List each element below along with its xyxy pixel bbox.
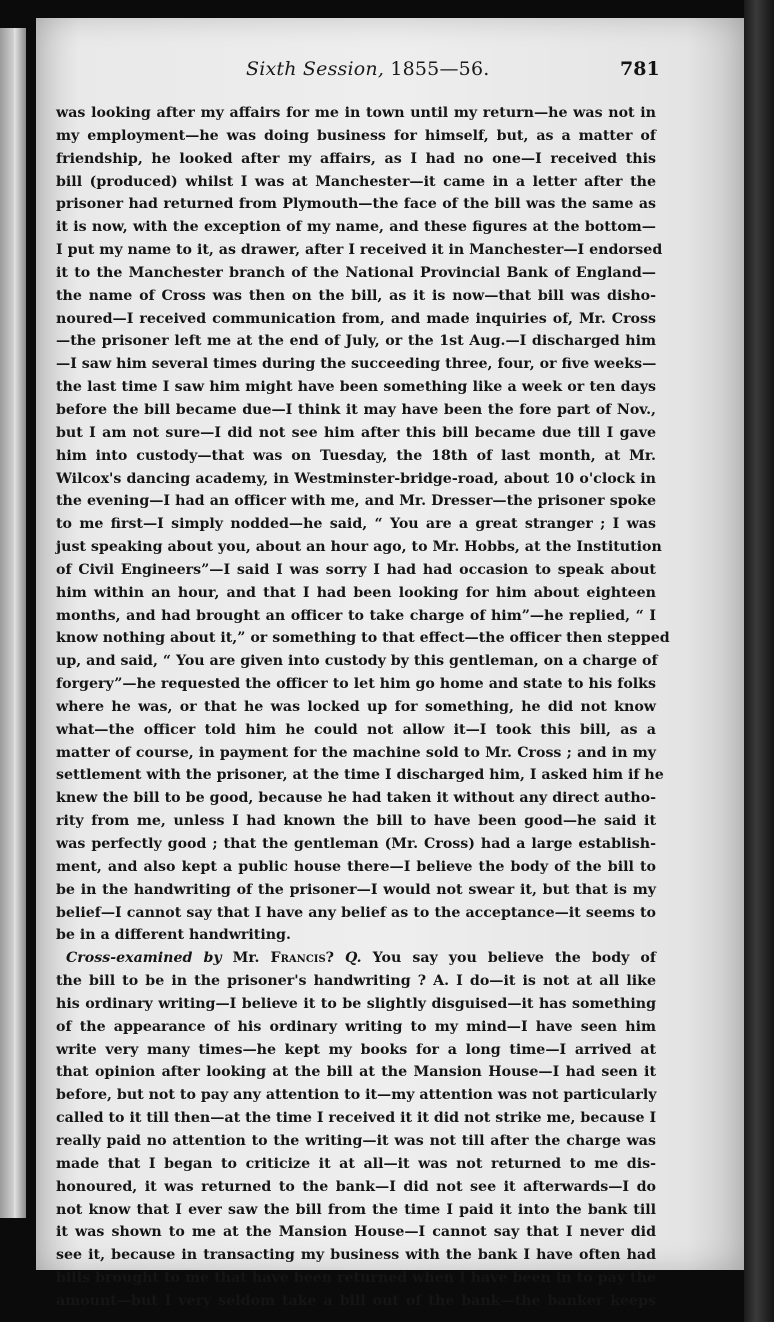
text-line: that opinion after looking at the bill at the Mansion House—I had seen it <box>56 1064 656 1081</box>
text-line: honoured, it was returned to the bank—I did not see it afterwards—I do <box>56 1178 656 1195</box>
text-line: prisoner had returned from Plymouth—the face of the bill was the same as <box>56 196 656 213</box>
text-line: amount—but I very seldom take a bill out of the bank—the banker keeps <box>56 1292 656 1309</box>
body-text <box>56 102 670 1313</box>
text-line: noured—I received communication from, and made inquiries of, Mr. Cross <box>56 310 656 327</box>
text-line: belief—I cannot say that I have any belief as to the acceptance—it seems to <box>56 904 656 921</box>
text-line: I put my name to it, as drawer, after I received it in Manchester—I endorsed <box>56 242 663 259</box>
text-line: was perfectly good ; that the gentleman (Mr. Cross) had a large establish- <box>56 836 656 852</box>
text-line: months, and had brought an officer to take charge of him”—he replied, “ I <box>56 607 656 624</box>
text-line: bills brought to me that have been returned when I have been in to pay the <box>56 1270 656 1287</box>
text-line: not know that I ever saw the bill from the time I paid it into the bank till <box>56 1201 656 1218</box>
text-line: be in the handwriting of the prisoner—I would not swear it, but that is my <box>56 881 656 898</box>
text-line: was looking after my affairs for me in town until my return—he was not in <box>56 105 656 121</box>
text-line: forgery”—he requested the officer to let him go home and state to his folks <box>56 676 656 693</box>
text-line: see it, because in transacting my business with the bank I have often had <box>56 1247 656 1264</box>
cross-exam-heading: Cross-examined by Mr. Francis? Q. You say you believe the body of <box>66 950 656 967</box>
text-line: bill (produced) whilst I was at Manchester—it came in a letter after the <box>56 173 656 190</box>
text-line: called to it till then—at the time I received it it did not strike me, because I <box>56 1110 657 1127</box>
running-title: Sixth Session, 1855—56. <box>246 58 490 80</box>
text-line: the evening—I had an officer with me, and Mr. Dresser—the prisoner spoke <box>56 493 656 510</box>
text-line: made that I began to criticize it at all—it was not returned to me dis- <box>56 1155 656 1172</box>
text-line: Wilcox's dancing academy, in Westminster-bridge-road, about 10 o'clock in <box>56 470 656 487</box>
book-page <box>36 18 744 1309</box>
previous-page-edge <box>0 28 26 1218</box>
text-line: knew the bill to be good, because he had taken it without any direct autho- <box>56 790 656 807</box>
text-line: of the appearance of his ordinary writing to my mind—I have seen him <box>56 1018 656 1035</box>
text-line: but I am not sure—I did not see him after this bill became due till I gave <box>56 424 656 441</box>
text-line: friendship, he looked after my affairs, as I had no one—I received this <box>56 150 656 167</box>
text-line: the last time I saw him might have been something like a week or ten days <box>56 379 656 396</box>
book-edge-right <box>744 0 774 1322</box>
text-line: the name of Cross was then on the bill, as it is now—that bill was disho- <box>56 287 656 304</box>
page-header <box>36 58 744 82</box>
text-line: really paid no attention to the writing—it was not till after the charge was <box>56 1132 656 1149</box>
page-number: 781 <box>620 58 660 80</box>
text-line: it was shown to me at the Mansion House—I cannot say that I never did <box>56 1224 656 1241</box>
text-line: him within an hour, and that I had been looking for him about eighteen <box>56 584 656 601</box>
text-line: just speaking about you, about an hour ago, to Mr. Hobbs, at the Institution <box>56 539 662 556</box>
text-line: know nothing about it,” or something to that effect—the officer then stepped <box>56 630 670 647</box>
text-line: —the prisoner left me at the end of July, or the 1st Aug.—I discharged him <box>56 333 656 350</box>
text-line: up, and said, “ You are given into custody by this gentleman, on a charge of <box>56 653 658 670</box>
text-line: be in a different handwriting. <box>56 927 291 944</box>
text-line: my employment—he was doing business for himself, but, as a matter of <box>56 127 656 144</box>
text-line: him into custody—that was on Tuesday, the 18th of last month, at Mr. <box>56 447 656 464</box>
text-line: where he was, or that he was locked up for something, he did not know <box>56 698 656 715</box>
text-line: his ordinary writing—I believe it to be slightly disguised—it has something <box>56 995 656 1012</box>
text-line: —I saw him several times during the succeeding three, four, or five weeks— <box>56 356 657 373</box>
text-line: write very many times—he kept my books for a long time—I arrived at <box>56 1041 656 1058</box>
text-line: what—the officer told him he could not allow it—I took this bill, as a <box>56 721 656 738</box>
text-line: it is now, with the exception of my name, and these figures at the bottom— <box>56 219 656 236</box>
text-line: of Civil Engineers”—I said I was sorry I had had occasion to speak about <box>56 561 656 578</box>
question-marker: Q. <box>345 950 362 967</box>
text-line: it to the Manchester branch of the National Provincial Bank of England— <box>56 264 656 281</box>
text-line: matter of course, in payment for the machine sold to Mr. Cross ; and in my <box>56 744 656 761</box>
text-line: ment, and also kept a public house there—I believe the body of the bill to <box>56 858 656 875</box>
text-line: before the bill became due—I think it may have been the fore part of Nov., <box>56 401 656 418</box>
text-line: before, but not to pay any attention to it—my attention was not particularly <box>56 1087 657 1104</box>
counsel-name: Francis? <box>270 950 334 967</box>
text-line: settlement with the prisoner, at the time I discharged him, I asked him if he <box>56 767 664 784</box>
book-gutter <box>14 28 26 1218</box>
text-line: to me first—I simply nodded—he said, “ You are a great stranger ; I was <box>56 516 656 533</box>
text-line: the bill to be in the prisoner's handwriting ? A. I do—it is not at all like <box>56 973 656 990</box>
text-line: rity from me, unless I had known the bill to have been good—he said it <box>56 813 656 830</box>
